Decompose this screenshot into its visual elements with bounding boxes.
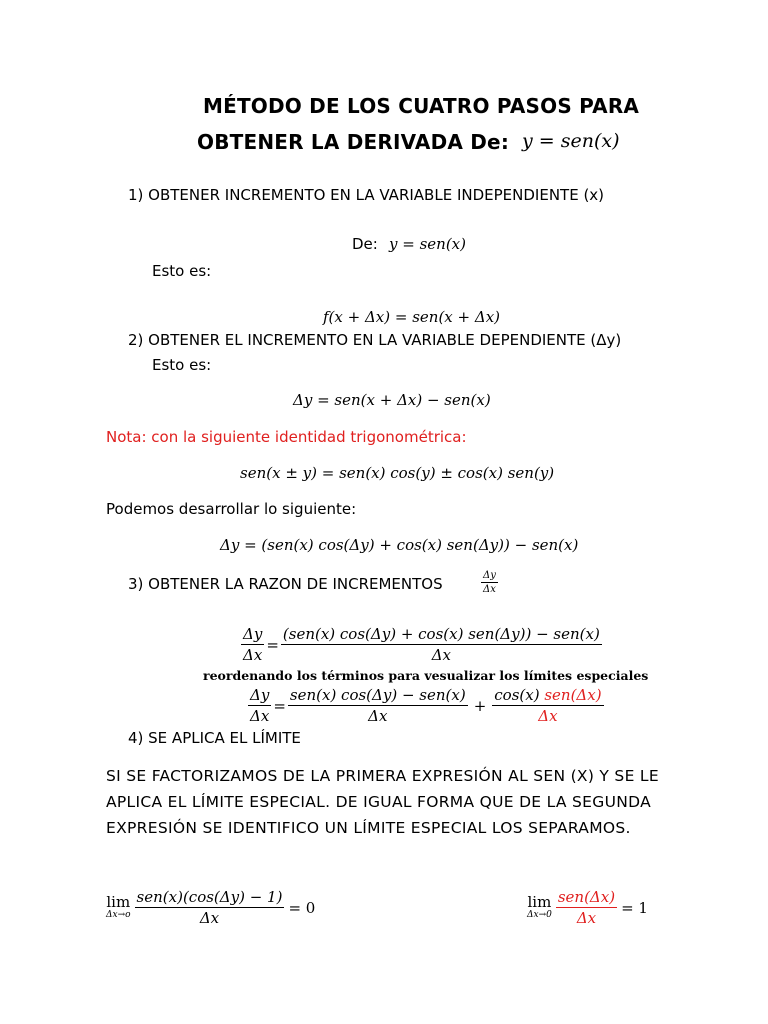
limit2-sub: Δx→0 bbox=[527, 909, 552, 920]
trig-identity-note: Nota: con la siguiente identidad trigonométrica: bbox=[106, 428, 467, 446]
limit1-num: sen(x)(cos(Δy) − 1) bbox=[136, 888, 283, 906]
eq1-rhs-num: (sen(x) cos(Δy) + cos(x) sen(Δy)) − sen(x) bbox=[282, 625, 600, 643]
eq1-equals: = bbox=[266, 635, 279, 654]
limit2-result: = 1 bbox=[621, 898, 648, 917]
eq2-lhs-num: Δy bbox=[250, 686, 270, 704]
eq2-f2-num-sen: sen(Δx) bbox=[544, 686, 602, 704]
eq2-f1-den: Δx bbox=[368, 707, 388, 725]
limit-expression-1 bbox=[106, 888, 315, 927]
equation-ratio-reordered bbox=[248, 686, 604, 725]
limit1-den: Δx bbox=[199, 909, 220, 927]
step-2-heading: 2) OBTENER EL INCREMENTO EN LA VARIABLE DEPENDIENTE (Δy) bbox=[128, 331, 622, 349]
trig-identity-formula: sen(x ± y) = sen(x) cos(y) ± cos(x) sen(y) bbox=[240, 464, 555, 482]
title-formula: y = sen(x) bbox=[522, 130, 620, 152]
formula-fx: f(x + Δx) = sen(x + Δx) bbox=[323, 308, 501, 326]
limit1-sub: Δx→o bbox=[106, 909, 131, 920]
ratio-numerator: Δy bbox=[483, 570, 496, 581]
eq2-lhs-den: Δx bbox=[250, 707, 270, 725]
step-1-heading: 1) OBTENER INCREMENTO EN LA VARIABLE INDEPENDIENTE (x) bbox=[128, 186, 605, 204]
esto-es-1: Esto es: bbox=[152, 262, 212, 280]
title-line-1: MÉTODO DE LOS CUATRO PASOS PARA bbox=[203, 94, 640, 118]
step-3-heading: 3) OBTENER LA RAZON DE INCREMENTOS bbox=[128, 575, 443, 593]
formula-dy-expanded: Δy = (sen(x) cos(Δy) + cos(x) sen(Δy)) − sen(x) bbox=[220, 536, 579, 554]
limit-expression-2 bbox=[527, 888, 648, 927]
podemos-text: Podemos desarrollar lo siguiente: bbox=[106, 500, 357, 518]
eq2-equals: = bbox=[273, 696, 286, 715]
increment-ratio bbox=[481, 570, 498, 595]
eq1-lhs-num: Δy bbox=[243, 625, 263, 643]
eq1-lhs-den: Δx bbox=[243, 646, 263, 664]
eq2-f2-num-cos: cos(x) bbox=[494, 686, 545, 704]
title-line-2: OBTENER LA DERIVADA De: bbox=[197, 130, 510, 154]
eq2-f1-num: sen(x) cos(Δy) − sen(x) bbox=[289, 686, 466, 704]
reordenando-text: reordenando los términos para vesualizar los límites especiales bbox=[203, 668, 649, 683]
eq2-plus: + bbox=[473, 696, 487, 715]
formula-dy: Δy = sen(x + Δx) − sen(x) bbox=[293, 391, 491, 409]
limit2-den: Δx bbox=[576, 909, 597, 927]
paragraph-line-1: SI SE FACTORIZAMOS DE LA PRIMERA EXPRESIÓN AL SEN (X) Y SE LE bbox=[106, 767, 659, 785]
limit1-result: = 0 bbox=[288, 898, 316, 917]
eq1-rhs-den: Δx bbox=[431, 646, 451, 664]
equation-ratio-expanded bbox=[241, 625, 602, 664]
step-4-heading: 4) SE APLICA EL LÍMITE bbox=[128, 729, 301, 747]
de-formula: y = sen(x) bbox=[389, 235, 466, 253]
eq2-f2-den: Δx bbox=[538, 707, 558, 725]
esto-es-2: Esto es: bbox=[152, 356, 212, 374]
limit2-lim: lim bbox=[527, 892, 552, 911]
paragraph-line-3: EXPRESIÓN SE IDENTIFICO UN LÍMITE ESPECIAL LOS SEPARAMOS. bbox=[106, 819, 631, 837]
limit1-lim: lim bbox=[106, 892, 131, 911]
de-label: De: bbox=[352, 235, 378, 253]
paragraph-line-2: APLICA EL LÍMITE ESPECIAL. DE IGUAL FORMA QUE DE LA SEGUNDA bbox=[106, 793, 651, 811]
limit2-num: sen(Δx) bbox=[557, 888, 616, 906]
ratio-denominator: Δx bbox=[483, 584, 496, 595]
